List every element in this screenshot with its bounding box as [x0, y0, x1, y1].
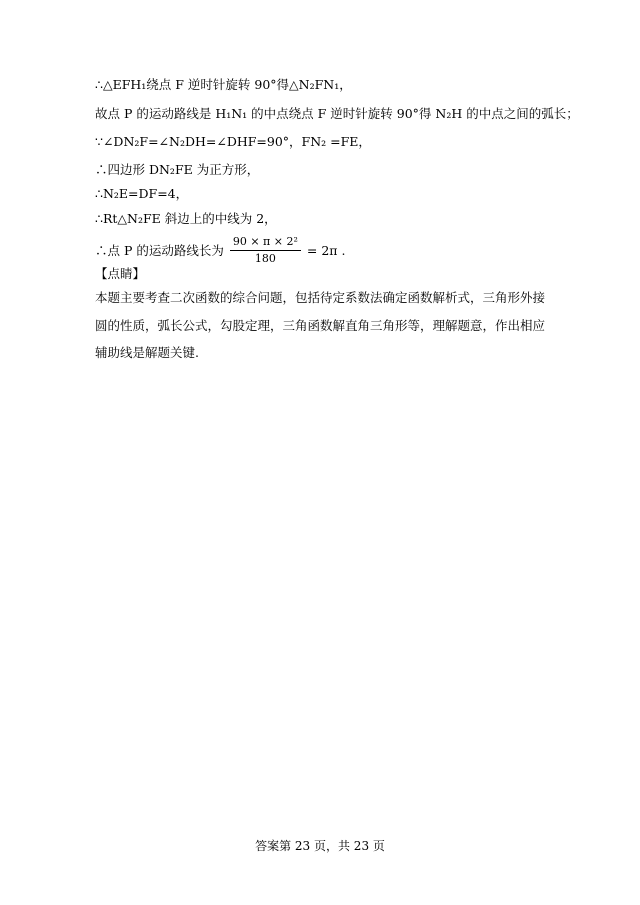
page-footer: 答案第 23 页，共 23 页: [255, 839, 385, 853]
section-title: 【点睛】: [95, 266, 146, 281]
answer-line-1: ∴△EFH₁绕点 F 逆时针旋转 90°得△N₂FN₁，: [95, 77, 352, 92]
answer-line-2: 故点 P 的运动路线是 H₁N₁ 的中点绕点 F 逆时针旋转 90°得 N₂H 的中点之间的弧长；: [95, 106, 579, 121]
summary-paragraph: 本题主要考查二次函数的综合问题，包括待定系数法确定函数解析式，三角形外接圆的性质，弧长公式，勾股定理，三角函数解直角三角形等，理解题意，作出相应辅助线是解题关键.: [95, 290, 546, 360]
answer-line-4: ∴四边形 DN₂FE 为正方形，: [95, 162, 260, 177]
fraction-numerator: 90 × π × 2²: [230, 235, 301, 251]
formula-line: [95, 234, 345, 267]
answer-line-3: ∵∠DN₂F=∠N₂DH=∠DHF=90°，FN₂ =FE，: [95, 134, 371, 149]
answer-line-5: ∴N₂E=DF=4，: [95, 186, 189, 201]
fraction-denominator: 180: [254, 252, 276, 265]
fraction: [230, 235, 301, 266]
formula-result: = 2π .: [306, 242, 346, 258]
answer-line-6: ∴Rt△N₂FE 斜边上的中线为 2，: [95, 211, 277, 226]
formula-prefix: ∴点 P 的运动路线长为: [95, 242, 224, 258]
